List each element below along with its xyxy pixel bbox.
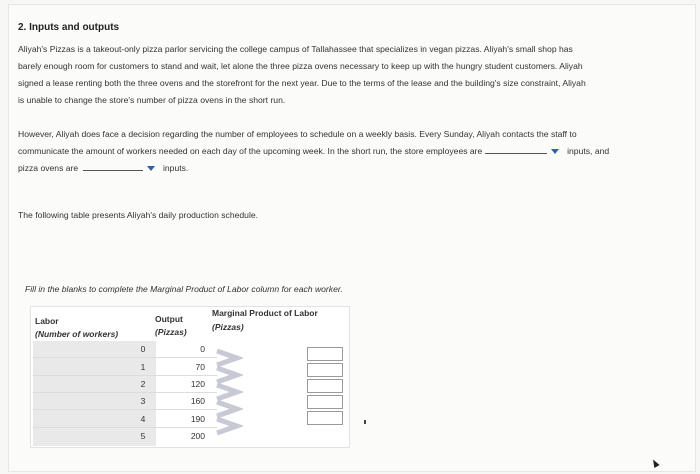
employees-input-type-dropdown[interactable]: [485, 143, 547, 154]
header-output-sub: (Pizzas): [155, 327, 187, 337]
row-divider: [33, 375, 217, 376]
paragraph-line: [18, 160, 609, 177]
labor-cell: 4: [140, 414, 146, 424]
between-rows-chevrons-icon: [213, 349, 243, 439]
mpl-input-1[interactable]: [307, 347, 343, 361]
paragraph-line: Aliyah's Pizzas is a takeout-only pizza parlor servicing the college campus of Tallahassee that specializes in vegan pizzas. Aliyah's small shop has: [18, 44, 573, 54]
production-schedule-table: [30, 306, 350, 448]
ovens-input-type-dropdown[interactable]: [83, 160, 143, 171]
paragraph-lease: [18, 41, 586, 109]
row-divider: [33, 392, 217, 393]
output-cell: 0: [200, 344, 205, 354]
header-labor: Labor: [35, 316, 59, 326]
paragraph-employees: [18, 126, 609, 177]
header-labor-sub: (Number of workers): [35, 329, 119, 339]
output-cell: 190: [190, 414, 205, 424]
paragraph-line: barely enough room for customers to stand and wait, let alone the three pizza ovens necessary to keep up with the hungry student customers. Aliyah: [18, 61, 583, 71]
output-cell: 70: [195, 362, 205, 372]
dropdown-caret-icon[interactable]: [551, 149, 559, 154]
mpl-input-5[interactable]: [307, 411, 343, 425]
row-divider: [33, 409, 217, 410]
header-mpl: Marginal Product of Labor: [212, 308, 318, 318]
output-cell: 200: [190, 431, 205, 441]
row-divider: [33, 427, 217, 428]
paragraph-table-intro: The following table presents Aliyah's daily production schedule.: [18, 210, 259, 220]
paragraph-line: [18, 143, 609, 160]
paragraph-line: signed a lease renting both the three ovens and the storefront for the next year. Due to the terms of the lease and the building's size constraint, Aliyah: [18, 78, 586, 88]
output-cell: 120: [190, 379, 205, 389]
labor-cell: 5: [140, 431, 146, 441]
paragraph-line: However, Aliyah does face a decision regarding the number of employees to schedule on a weekly basis. Every Sunday, Aliyah contacts the staff to: [18, 129, 577, 139]
paragraph-text: inputs.: [162, 163, 189, 173]
mpl-input-4[interactable]: [307, 395, 343, 409]
header-mpl-sub: (Pizzas): [212, 322, 244, 332]
mpl-input-2[interactable]: [307, 363, 343, 377]
header-output: Output: [155, 314, 183, 324]
output-cell: 160: [190, 396, 205, 406]
row-divider: [33, 357, 217, 358]
labor-cell: 2: [140, 379, 146, 389]
dropdown-caret-icon[interactable]: [147, 166, 155, 171]
mpl-input-3[interactable]: [307, 379, 343, 393]
labor-cell: 0: [140, 344, 146, 354]
table-instruction: Fill in the blanks to complete the Marginal Product of Labor column for each worker.: [25, 284, 343, 294]
text-cursor-mark: [364, 420, 366, 424]
labor-cell: 3: [140, 396, 146, 406]
labor-cell: 1: [140, 362, 146, 372]
paragraph-text: communicate the amount of workers needed on each day of the upcoming week. In the short run, the store employees are: [18, 146, 483, 156]
paragraph-text: inputs, and: [567, 146, 610, 156]
section-heading: 2. Inputs and outputs: [18, 22, 120, 33]
paragraph-text: pizza ovens are: [18, 163, 79, 173]
paragraph-line: is unable to change the store's number of pizza ovens in the short run.: [18, 95, 286, 105]
